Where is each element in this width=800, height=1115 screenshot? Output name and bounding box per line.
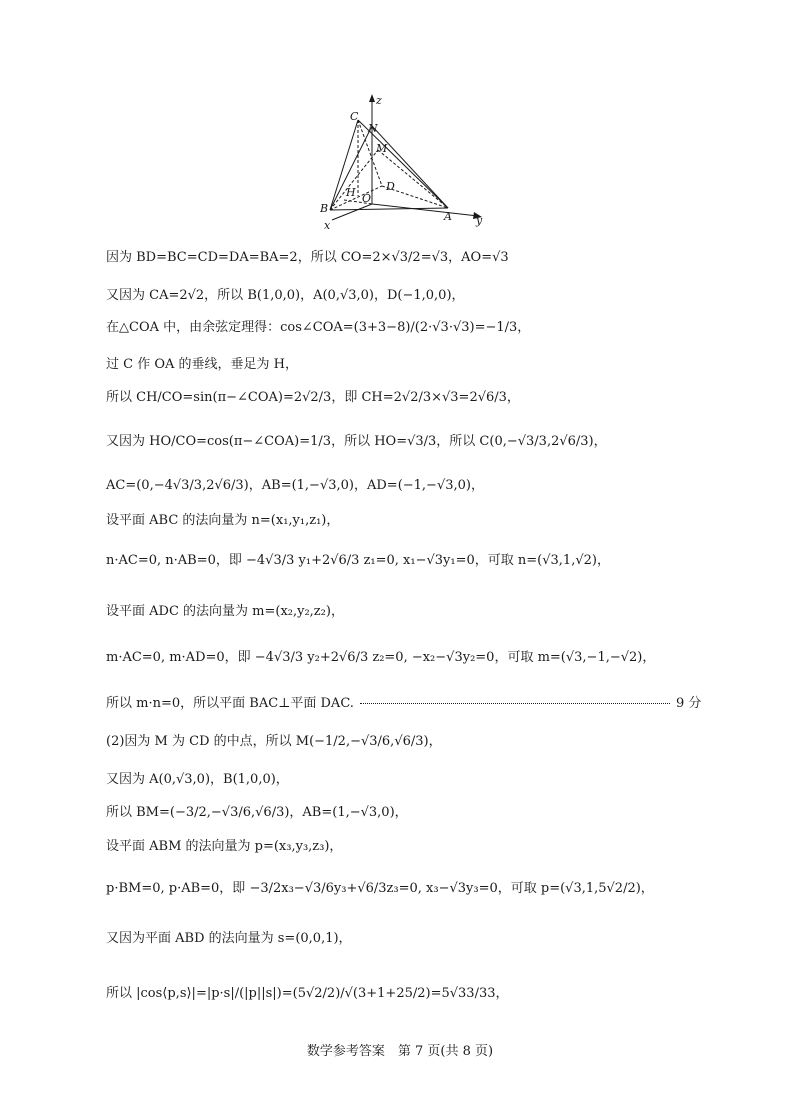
label-H: H xyxy=(346,186,356,199)
label-M: M xyxy=(376,142,388,155)
line-11: m·AC=0, m·AD=0，即 −4√3/3 y₂+2√6/3 z₂=0, −x₂−√3y₂=0，可取 m=(√3,−1,−√2)， xyxy=(106,650,656,665)
line-19: 所以 |cos⟨p,s⟩|=|p·s|/(|p||s|)=(5√2/2)/√(3+1+25/2)=5√33/33， xyxy=(106,986,509,1001)
line-12-text: 所以 m·n=0，所以平面 BAC⊥平面 DAC. xyxy=(106,696,354,711)
line-8: 设平面 ABC 的法向量为 n=(x₁,y₁,z₁)， xyxy=(106,513,340,528)
line-7: AC=(0,−4√3/3,2√6/3)，AB=(1,−√3,0)，AD=(−1,−√3,0)， xyxy=(106,478,484,493)
line-12-score: 9 分 xyxy=(675,696,702,711)
label-C: C xyxy=(350,110,359,123)
line-6: 又因为 HO/CO=cos(π−∠COA)=1/3，所以 HO=√3/3，所以 C(0,−√3/3,2√6/3)， xyxy=(106,434,607,449)
line-1: 因为 BD=BC=CD=DA=BA=2，所以 CO=2×√3/2=√3，AO=√3 xyxy=(106,250,509,265)
line-10: 设平面 ADC 的法向量为 m=(x₂,y₂,z₂)， xyxy=(106,604,344,619)
label-A: A xyxy=(444,210,452,223)
line-16: 设平面 ABM 的法向量为 p=(x₃,y₃,z₃)， xyxy=(106,839,343,854)
line-3: 在△COA 中，由余弦定理得：cos∠COA=(3+3−8)/(2·√3·√3)=−1/3， xyxy=(106,320,531,335)
line-15: 所以 BM=(−3/2,−√3/6,√6/3)，AB=(1,−√3,0)， xyxy=(106,805,408,820)
label-x: x xyxy=(324,219,331,232)
label-B: B xyxy=(320,202,329,215)
line-2: 又因为 CA=2√2，所以 B(1,0,0)，A(0,√3,0)，D(−1,0,0)， xyxy=(106,288,465,303)
label-D: D xyxy=(386,180,395,193)
page-footer: 数学参考答案 第 7 页(共 8 页) xyxy=(306,1044,494,1059)
score-leader-dots xyxy=(360,703,670,704)
line-5: 所以 CH/CO=sin(π−∠COA)=2√2/3，即 CH=2√2/3×√3=2√6/3， xyxy=(106,390,520,405)
line-18: 又因为平面 ABD 的法向量为 s=(0,0,1)， xyxy=(106,931,352,946)
line-12 xyxy=(106,695,701,713)
line-17: p·BM=0, p·AB=0，即 −3/2x₃−√3/6y₃+√6/3z₃=0, x₃−√3y₃=0，可取 p=(√3,1,5√2/2)， xyxy=(106,881,654,896)
tetrahedron-figure xyxy=(320,92,490,232)
line-14: 又因为 A(0,√3,0)，B(1,0,0)， xyxy=(106,772,289,787)
line-9: n·AC=0, n·AB=0，即 −4√3/3 y₁+2√6/3 z₁=0, x₁−√3y₁=0，可取 n=(√3,1,√2)， xyxy=(106,553,610,568)
line-13: (2)因为 M 为 CD 的中点，所以 M(−1/2,−√3/6,√6/3)， xyxy=(106,734,442,749)
label-O: O xyxy=(362,192,372,205)
label-N: N xyxy=(368,122,378,135)
label-y: y xyxy=(476,214,483,227)
label-z: z xyxy=(376,94,382,107)
line-4: 过 C 作 OA 的垂线，垂足为 H， xyxy=(106,357,298,372)
